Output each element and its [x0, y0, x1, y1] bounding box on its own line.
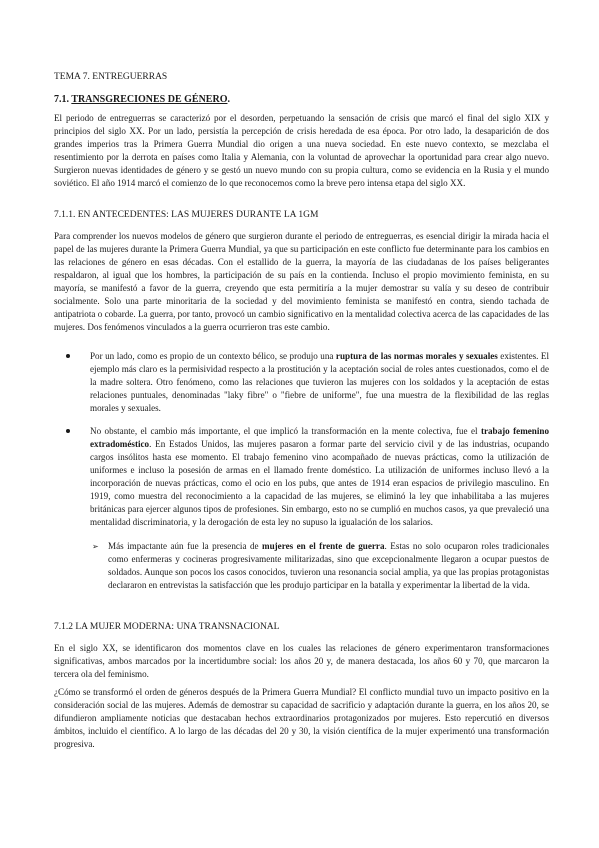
bullet-icon [66, 429, 70, 433]
emphasis-text: trabajo femenino extradoméstico [90, 426, 549, 449]
arrow-bullet-icon: ➢ [92, 542, 99, 551]
nested-list-item: ➢ Más impactante aún fue la presencia de mujeres en el frente de guerra. Estas no solo ocuparon roles tradicionales como enfermeras y cocineras progresivamente militarizadas, sino que excepcionalmente llegaron a ocupar puestos de soldados. Aunque son pocos los casos conocidos, tuvieron una resonancia social amplia, ya que las propias protagonistas declararon en entrevistas la satisfacción que les produjo participar en la batalla y experimentar la libertad de la vida. [92, 541, 549, 590]
list-item: Por un lado, como es propio de un contexto bélico, se produjo una ruptura de las normas morales y sexuales existentes. El ejemplo más claro es la permisividad respecto a la prostitución y la aceptación social de roles antes cuestionados, como el de la madre soltera. Otro fenómeno, como las relaciones que tuvieron las mujeres con los soldados y la aceptación de estas relaciones puntuales, denominadas "laky fibre" o "fiebre de uniforme", fue una muestra de la flexibilidad de las reglas morales y sexuales. [54, 350, 549, 415]
bullet-list [54, 350, 549, 415]
section-number: 7.1. [54, 94, 69, 105]
list-item: No obstante, el cambio más importante, el que implicó la transformación en la mente colectiva, fue el trabajo femenino extradoméstico. En Estados Unidos, las mujeres pasaron a formar parte del servicio civil y de las industrias, ocupando cargos insólitos hasta ese momento. El trabajo femenino vino acompañado de nuevas prácticas, como la utilización de uniformes e incluso la posesión de armas en el llamado frente doméstico. La utilización de uniformes incluso llevó a la incorporación de nuevas prácticas, como el ocio en los pubs, que antes de 1914 eran espacios de privilegio masculino. En 1919, como muestra del reconocimiento a la capacidad de las mujeres, se eliminó la ley que inhabilitaba a las mujeres británicas para ejercer algunos tipos de profesiones. Sin embargo, esto no se cumplió en muchos casos, ya que prevaleció una mentalidad discriminatoria, y la derogación de esta ley no supuso la igualación de los salarios. [54, 425, 549, 529]
intro-paragraph: El periodo de entreguerras se caracterizó por el desorden, perpetuando la sensación de crisis que marcó el final del siglo XIX y principios del siglo XX. Por un lado, persistía la percepción de crisis heredada de esa época. Por otro lado, la desaparición de dos grandes imperios tras la Primera Guerra Mundial dio origen a una nueva sociedad. En este nuevo contexto, se mezclaba el resentimiento por la derrota en países como Italia y Alemania, con la voluntad de aprovechar la oportunidad para crear algo nuevo. Surgieron nuevas identidades de género y se gestó un nuevo mundo con su propia cultura, como se evidencia en la Rusia y el mundo soviético. El año 1914 marcó el comienzo de lo que reconocemos como la breve pero intensa etapa del siglo XX. [54, 113, 549, 188]
subsection-heading-2: 7.1.2 LA MUJER MODERNA: UNA TRANSNACIONAL [54, 622, 280, 632]
section-title: TRANSGRECIONES DE GÉNERO [71, 94, 228, 105]
subsection-heading-1: 7.1.1. EN ANTECEDENTES: LAS MUJERES DURANTE LA 1GM [54, 210, 319, 220]
section-dot: . [227, 94, 230, 105]
section-heading [54, 94, 549, 105]
bullet-list-2 [54, 425, 549, 529]
chapter-heading: TEMA 7. ENTREGUERRAS [54, 72, 168, 82]
emphasis-text: mujeres en el frente de guerra [262, 541, 385, 551]
bullet-icon [66, 354, 70, 358]
subsection-1-paragraph: Para comprender los nuevos modelos de género que surgieron durante el periodo de entreguerras, es esencial dirigir la mirada hacia el papel de las mujeres durante la Primera Guerra Mundial, ya que su participación en este conflicto fue determinante para los cambios en las relaciones de género en esas décadas. Con el estallido de la guerra, la mayoría de las ciudadanas de los países beligerantes respaldaron, al igual que los hombres, la participación de su país en la contienda. Incluso el propio movimiento feminista, en su mayoría, se manifestó a favor de la guerra, creyendo que esta permitiría a la mujer demostrar su valía y su deseo de contribuir socialmente. Solo una parte minoritaria de la sociedad y del movimiento feminista se manifestó en contra, siendo tachada de antipatriota o cobarde. La guerra, por tanto, provocó un cambio significativo en la mentalidad colectiva acerca de las capacidades de las mujeres. Dos fenómenos vinculados a la guerra ocurrieron tras este cambio. [54, 231, 549, 332]
subsection-2-paragraph-1: En el siglo XX, se identificaron dos momentos clave en los cuales las relaciones de género experimentaron transformaciones significativas, ambos marcados por la incertidumbre social: los años 20 y, de manera destacada, los años 60 y 70, que marcaron la tercera ola del feminismo. [54, 643, 549, 679]
emphasis-text: ruptura de las normas morales y sexuales [335, 351, 498, 361]
nested-list [54, 540, 549, 592]
subsection-2-paragraph-2: ¿Cómo se transformó el orden de géneros después de la Primera Guerra Mundial? El conflicto mundial tuvo un impacto positivo en la consideración social de las mujeres. Además de demostrar su capacidad de sacrificio y adaptación durante la guerra, en los años 20, se difundieron ampliamente noticias que destacaban hechos extraordinarios protagonizados por mujeres. Esto repercutió en diversos ámbitos, incluido el científico. A lo largo de las décadas del 20 y 30, la visión científica de la mujer experimentó una transformación progresiva. [54, 687, 549, 749]
